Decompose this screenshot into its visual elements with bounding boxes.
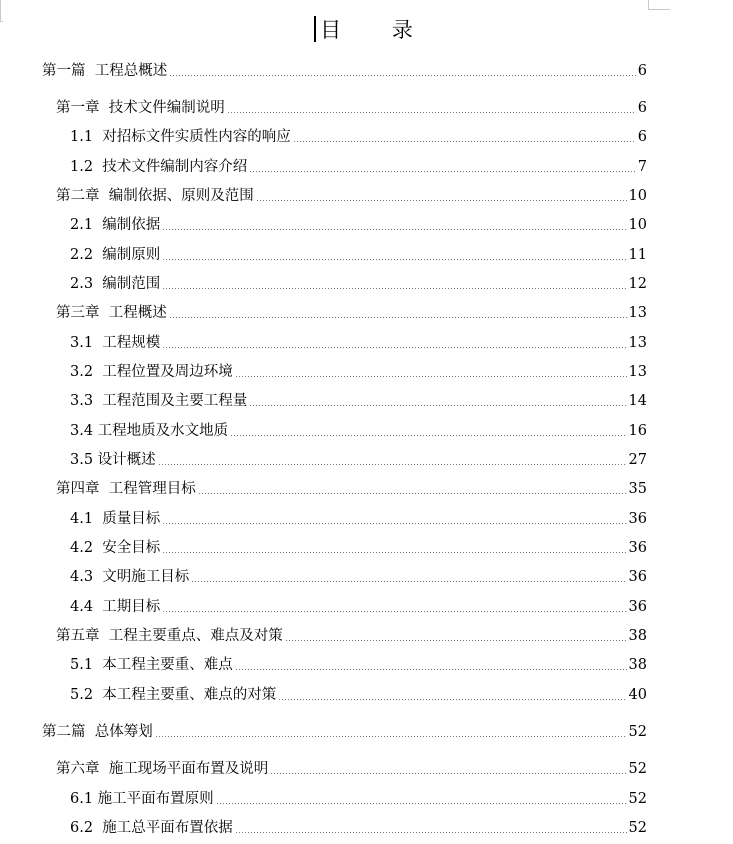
toc-entry-label: 第二章 编制依据、原则及范围 <box>56 188 254 204</box>
toc-entry-label: 第一篇 工程总概述 <box>42 63 168 79</box>
toc-entry-page-number: 38 <box>628 628 647 644</box>
toc-entry-label: 3.2 工程位置及周边环境 <box>70 364 233 380</box>
toc-entry-label: 4.3 文明施工目标 <box>70 569 190 585</box>
toc-entry[interactable] <box>0 623 733 645</box>
toc-entry-label: 第三章 工程概述 <box>56 305 167 321</box>
toc-dot-leader <box>235 832 627 833</box>
toc-entry-label: 4.4 工期目标 <box>70 599 161 615</box>
toc-dot-leader <box>249 405 626 406</box>
toc-entry-label: 第六章 施工现场平面布置及说明 <box>56 761 269 777</box>
toc-entry-label: 第二篇 总体筹划 <box>42 724 153 740</box>
toc-entry-label: 6.2 施工总平面布置依据 <box>70 820 233 836</box>
toc-dot-leader <box>162 347 626 348</box>
toc-entry[interactable] <box>0 815 733 837</box>
toc-entry-page-number: 36 <box>628 540 647 556</box>
toc-dot-leader <box>227 112 636 113</box>
toc-dot-leader <box>198 493 627 494</box>
toc-entry-page-number: 52 <box>628 724 647 740</box>
toc-dot-leader <box>285 640 627 641</box>
toc-entry-page-number: 6 <box>637 129 647 145</box>
toc-entry[interactable] <box>0 756 733 778</box>
toc-entry-page-number: 27 <box>628 452 647 468</box>
toc-dot-leader <box>278 699 626 700</box>
toc-entry[interactable] <box>0 95 733 117</box>
toc-dot-leader <box>162 288 626 289</box>
toc-entry[interactable] <box>0 359 733 381</box>
toc-entry-page-number: 35 <box>628 481 647 497</box>
toc-entry-page-number: 52 <box>628 791 647 807</box>
page-title: 目 录 <box>320 18 435 42</box>
toc-dot-leader <box>169 75 636 76</box>
toc-entry[interactable] <box>0 124 733 146</box>
toc-entry-page-number: 16 <box>628 423 647 439</box>
toc-entry[interactable] <box>0 652 733 674</box>
toc-dot-leader <box>216 803 627 804</box>
toc-entry-page-number: 52 <box>628 820 647 836</box>
toc-dot-leader <box>162 611 626 612</box>
toc-dot-leader <box>162 259 626 260</box>
toc-entry-page-number: 36 <box>628 599 647 615</box>
toc-entry-label: 4.2 安全目标 <box>70 540 161 556</box>
toc-dot-leader <box>162 229 626 230</box>
toc-entry-page-number: 13 <box>628 364 647 380</box>
toc-entry[interactable] <box>0 388 733 410</box>
toc-dot-leader <box>162 523 626 524</box>
toc-entry-page-number: 13 <box>628 305 647 321</box>
toc-entry-label: 第五章 工程主要重点、难点及对策 <box>56 628 283 644</box>
toc-entry-page-number: 10 <box>628 188 647 204</box>
toc-entry-label: 2.2 编制原则 <box>70 247 161 263</box>
toc-entry[interactable] <box>0 476 733 498</box>
toc-dot-leader <box>169 317 627 318</box>
toc-entry-label: 4.1 质量目标 <box>70 511 161 527</box>
toc-entry-label: 3.3 工程范围及主要工程量 <box>70 393 248 409</box>
toc-entry-page-number: 36 <box>628 569 647 585</box>
toc-entry-page-number: 6 <box>637 100 647 116</box>
toc-dot-leader <box>293 141 636 142</box>
toc-entry[interactable] <box>0 564 733 586</box>
toc-entry-page-number: 6 <box>637 63 647 79</box>
toc-entry-label: 2.1 编制依据 <box>70 217 161 233</box>
toc-entry-page-number: 52 <box>628 761 647 777</box>
toc-entry-page-number: 12 <box>628 276 647 292</box>
toc-entry-label: 第四章 工程管理目标 <box>56 481 196 497</box>
toc-entry-label: 3.4 工程地质及水文地质 <box>70 423 229 439</box>
toc-dot-leader <box>155 736 627 737</box>
toc-dot-leader <box>256 200 627 201</box>
toc-entry-label: 5.2 本工程主要重、难点的对策 <box>70 687 277 703</box>
toc-entry[interactable] <box>0 212 733 234</box>
toc-dot-leader <box>235 376 627 377</box>
toc-entry[interactable] <box>0 154 733 176</box>
toc-entry[interactable] <box>0 719 733 741</box>
toc-dot-leader <box>270 773 626 774</box>
toc-entry[interactable] <box>0 58 733 80</box>
toc-entry-page-number: 38 <box>628 657 647 673</box>
toc-entry[interactable] <box>0 242 733 264</box>
toc-entry-label: 1.1 对招标文件实质性内容的响应 <box>70 129 291 145</box>
toc-entry[interactable] <box>0 183 733 205</box>
toc-entry-page-number: 13 <box>628 335 647 351</box>
toc-entry-page-number: 7 <box>637 159 647 175</box>
toc-entry[interactable] <box>0 682 733 704</box>
toc-dot-leader <box>158 464 627 465</box>
toc-entry[interactable] <box>0 594 733 616</box>
toc-entry[interactable] <box>0 786 733 808</box>
toc-entry-page-number: 10 <box>628 217 647 233</box>
toc-entry[interactable] <box>0 447 733 469</box>
toc-entry[interactable] <box>0 271 733 293</box>
toc-entry-page-number: 40 <box>628 687 647 703</box>
toc-dot-leader <box>162 552 626 553</box>
toc-entry-label: 2.3 编制范围 <box>70 276 161 292</box>
toc-dot-leader <box>235 669 627 670</box>
toc-entry[interactable] <box>0 535 733 557</box>
toc-entry-label: 1.2 技术文件编制内容介绍 <box>70 159 248 175</box>
toc-dot-leader <box>191 581 626 582</box>
toc-entry-label: 3.1 工程规模 <box>70 335 161 351</box>
toc-dot-leader <box>249 171 635 172</box>
toc-entry-label: 3.5 设计概述 <box>70 452 156 468</box>
toc-entry-page-number: 14 <box>628 393 647 409</box>
toc-entry-label: 6.1 施工平面布置原则 <box>70 791 214 807</box>
toc-entry[interactable] <box>0 418 733 440</box>
toc-entry[interactable] <box>0 300 733 322</box>
toc-entry-page-number: 11 <box>628 247 647 263</box>
toc-entry-page-number: 36 <box>628 511 647 527</box>
toc-dot-leader <box>230 435 626 436</box>
toc-entry[interactable] <box>0 330 733 352</box>
toc-entry-label: 5.1 本工程主要重、难点 <box>70 657 233 673</box>
toc-entry-label: 第一章 技术文件编制说明 <box>56 100 225 116</box>
toc-entry[interactable] <box>0 506 733 528</box>
